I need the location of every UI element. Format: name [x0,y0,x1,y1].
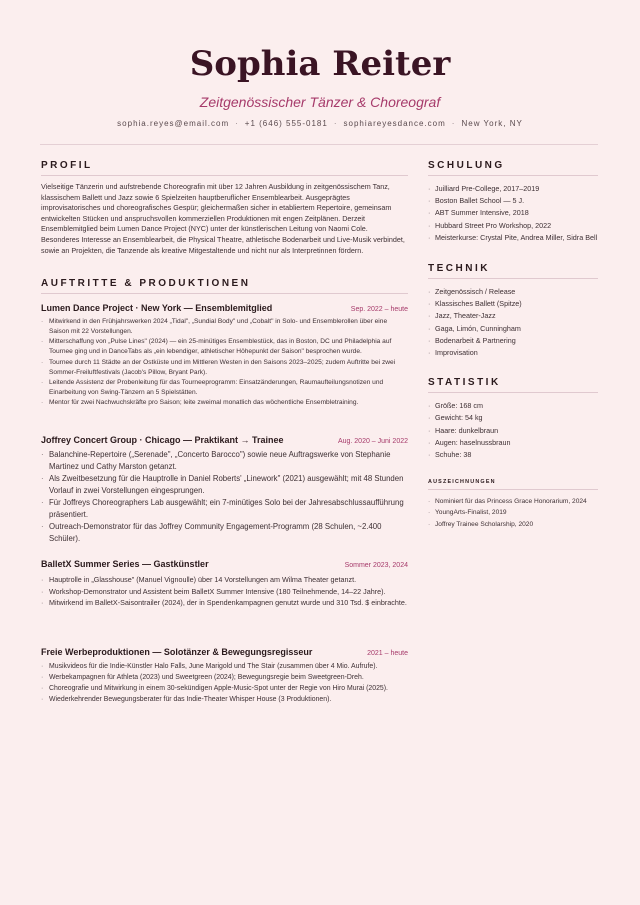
experience-section [41,278,408,705]
section-title-experience: AUFTRITTE & PRODUKTIONEN [41,278,408,294]
stats-list [428,400,598,461]
awards-section [428,479,598,530]
list-item: · Gewicht: 54 kg [428,412,598,424]
list-item: · Choreografie und Mitwirkung in einem 30-sekündigen Apple-Music-Spot unter der Regie von Hiro Murai (2025). [41,683,408,694]
list-item: · Workshop-Demonstrator und Assistent beim BalletX Summer Intensive (180 Teilnehmende, 14–22 Jahre). [41,586,408,598]
list-item: · Musikvideos für die Indie-Künstler Halo Falls, June Marigold und The Stair (zusammen über 4 Mio. Aufrufe). [41,661,408,672]
list-item: · Tournee durch 11 Städte an der Ostküste und im Mittleren Westen in den Saisons 2023–2025; zudem Auftritte bei zwei Sommer-Freiluftfestivals (Jacob's Pillow, Bryant Park). [41,358,408,378]
profile-text: Vielseitige Tänzerin und aufstrebende Choreografin mit über 12 Jahren Ausbildung in zeitgenössischem Tanz, klassischem Ballett und Jazz sowie 6 Spielzeiten hauptberuflicher Ensemblearbeit. Ausgeprägtes improvisatorisches und choreografisches Gespür; gleichermaßen sicher in etabliertem Repertoire, gemeinsam entwickelten Stücken und anspruchsvollen kommerziellen Produktionen mit engen Zeitplänen. Derzeit Ensemblemitglied beim Lumen Dance Project (NYC) unter der künstlerischen Leitung von Naomi Cole. Besonderes Interesse an Ensemblearbeit, die Physical Theatre, athletische Bodenarbeit und Live-Musik verbindet, sowie an Projekten, die Tanzende als kreative Mitgestaltende und nicht nur als Interpretinnen fördern. [41,182,405,255]
list-item: · Mitterschaffung von „Pulse Lines" (2024) — ein 25-minütiges Ensemblestück, das in Boston, DC und Philadelphia auf Tournee ging und in DanceTabs als „ein lebendiger, athletischer Höhepunkt der Saison" besprochen wurde. [41,337,408,357]
list-item: · Als Zweitbesetzung für die Hauptrolle in Daniel Roberts' „Linework" (2021) ausgewählt; mit 48 Stunden Vorlauf in zwei Vorstellungen eingesprungen. [41,473,408,497]
contact-separator: · [451,119,456,128]
technique-list [428,286,598,359]
list-item: · ABT Summer Intensive, 2018 [428,207,598,219]
job-entry [41,435,408,545]
phone-number[interactable]: +1 (646) 555-0181 [244,119,328,128]
job-entry [41,559,408,609]
list-item: · Schuhe: 38 [428,449,598,461]
job-date: Aug. 2020 – Juni 2022 [337,438,408,445]
list-item: · Boston Ballet School — 5 J. [428,195,598,207]
list-item: · Wiederkehrender Bewegungsberater für das Indie-Theater Whisper House (3 Produktionen). [41,694,408,705]
section-title-education: SCHULUNG [428,160,598,176]
email-link[interactable]: sophia.reyes@email.com [117,119,230,128]
contact-separator: · [333,119,338,128]
list-item: · Hubbard Street Pro Workshop, 2022 [428,220,598,232]
job-date: 2021 – heute [367,649,408,657]
education-section [428,160,598,244]
location: New York, NY [461,119,523,128]
list-item: · Jazz, Theater-Jazz [428,310,598,322]
job-bullets [41,661,408,706]
list-item: · Bodenarbeit & Partnering [428,335,598,347]
list-item: · Mitwirkend im BalletX-Saisontrailer (2024), der in Spendenkampagnen genutzt wurde und 310 Tsd. $ einbrachte. [41,597,408,609]
contact-separator: · [235,119,239,128]
list-item: · Für Joffreys Choreographers Lab ausgewählt; ein 7-minütiges Solo bei der Jahresabschlussaufführung präsentiert. [41,497,408,521]
list-item: · Mitwirkend in den Frühjahrswerken 2024 „Tidal", „Sundial Body" und „Cobalt" in Solo- und Ensemblerollen über eine Saison mit 22 Vorstellungen. [41,317,408,337]
list-item: · Zeitgenössisch / Release [428,286,598,298]
stats-section [428,377,598,461]
list-item: · Augen: haselnussbraun [428,437,598,449]
awards-list [428,496,598,530]
list-item: · Gaga, Limón, Cunningham [428,323,598,335]
list-item: · YoungArts-Finalist, 2019 [428,507,598,518]
job-title: Lumen Dance Project · New York — Ensemblemitglied [41,303,273,314]
job-date: Sep. 2022 – heute [350,306,408,314]
job-bullets [41,574,408,609]
person-name: Sophia Reiter [189,44,451,84]
job-title: BalletX Summer Series — Gastkünstler [41,559,209,569]
list-item: · Leitende Assistenz der Probenleitung für das Tourneeprogramm: Einsatzänderungen, Raumaufteilungsnotizen und Einarbeitung von Swing-Tänzern an 5 Spielstätten. [41,378,408,398]
section-title-awards: AUSZEICHNUNGEN [428,479,598,490]
job-entry [41,647,408,706]
job-title: Joffrey Concert Group · Chicago — Praktikant → Trainee [41,435,284,445]
contact-line [0,119,640,128]
section-title-profile: PROFIL [41,160,408,176]
technique-section [428,263,598,359]
header-divider [40,144,598,145]
list-item: · Haare: dunkelbraun [428,425,598,437]
job-bullets [41,449,408,545]
list-item: · Größe: 168 cm [428,400,598,412]
tagline: Zeitgenössischer Tänzer & Choreograf [199,94,441,110]
list-item: · Werbekampagnen für Athleta (2023) und Sweetgreen (2024); Bewegungsregie beim Sweetgreen-Dreh. [41,672,408,683]
list-item: · Joffrey Trainee Scholarship, 2020 [428,519,598,530]
website-link[interactable]: sophiareyesdance.com [343,119,446,128]
list-item: · Nominiert für das Princess Grace Honorarium, 2024 [428,496,598,507]
list-item: · Balanchine-Repertoire („Serenade", „Concerto Barocco") sowie neue Auftragswerke von Stephanie Martinez und Cathy Marston getanzt. [41,449,408,473]
section-title-technique: TECHNIK [428,263,598,279]
list-item: · Juilliard Pre-College, 2017–2019 [428,183,598,195]
sidebar-column [428,160,598,530]
job-date: Sommer 2023, 2024 [344,562,408,569]
list-item: · Improvisation [428,347,598,359]
list-item: · Hauptrolle in „Glasshouse" (Manuel Vignoulle) über 14 Vorstellungen am Wilma Theater getanzt. [41,574,408,586]
job-title: Freie Werbeproduktionen — Solotänzer & Bewegungsregisseur [41,646,313,657]
list-item: · Outreach-Demonstrator für das Joffrey Community Engagement-Programm (28 Schulen, ~2.400 Schüler). [41,521,408,545]
education-list [428,183,598,244]
job-bullets [41,317,408,408]
main-column [41,160,408,706]
job-entry [41,303,408,408]
list-item: · Meisterkurse: Crystal Pite, Andrea Miller, Sidra Bell [428,232,598,244]
list-item: · Klassisches Ballett (Spitze) [428,298,598,310]
list-item: · Mentor für zwei Nachwuchskräfte pro Saison; leite zweimal monatlich das wöchentliche Ensembletraining. [41,398,408,408]
section-title-stats: STATISTIK [428,377,598,393]
profile-section [41,160,408,256]
